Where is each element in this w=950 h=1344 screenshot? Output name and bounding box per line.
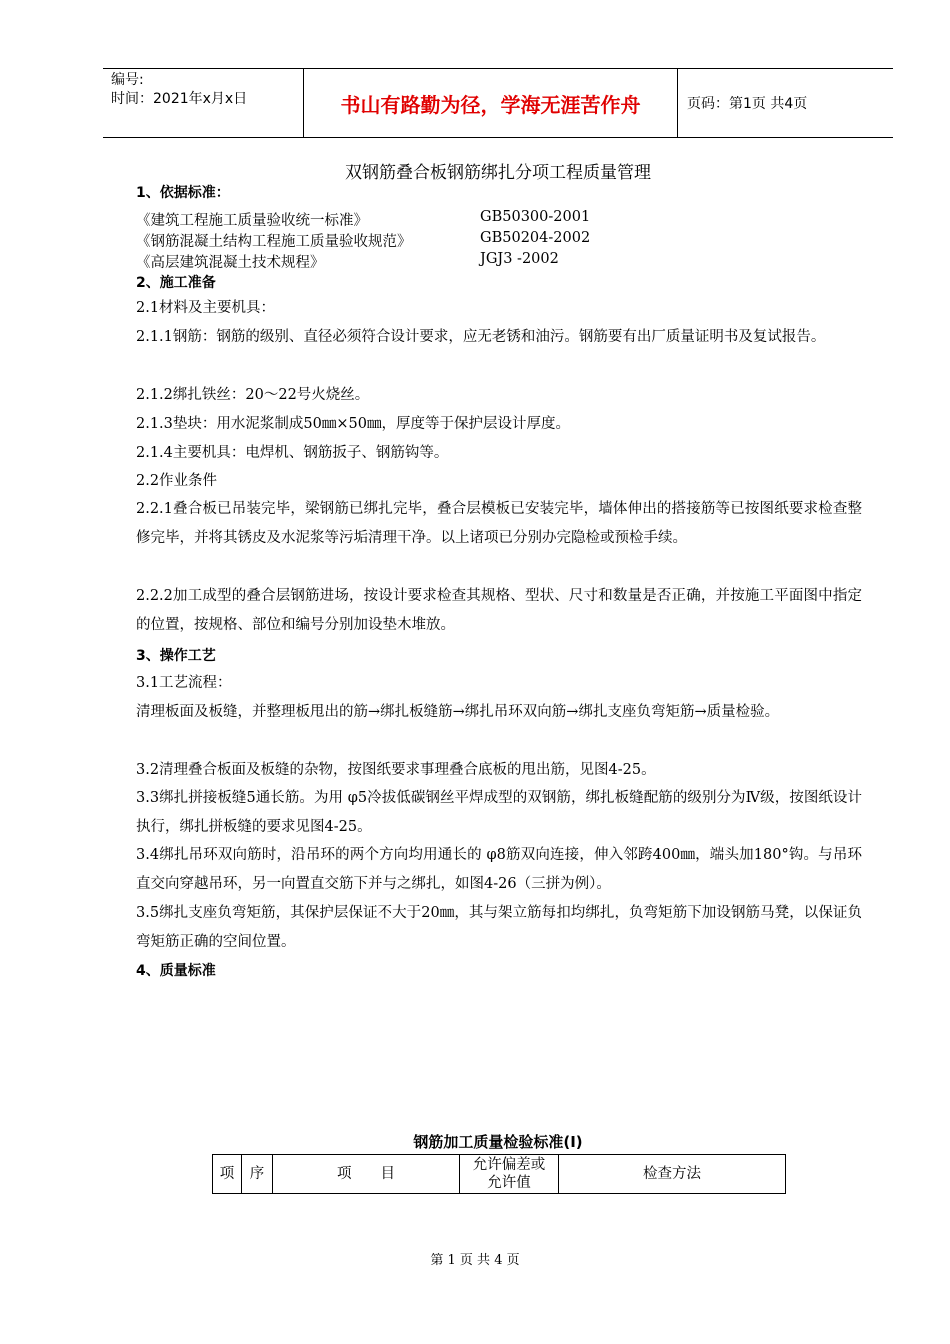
- section-heading-3: 3、操作工艺: [136, 648, 216, 664]
- paragraph: 2.1.1钢筋：钢筋的级别、直径必须符合设计要求，应无老锈和油污。钢筋要有出厂质量证明书及复试报告。: [136, 329, 826, 345]
- table-header-line: 允许值: [487, 1175, 531, 1191]
- section-heading-1: 1、依据标准：: [136, 185, 230, 201]
- paragraph: 3.4绑扎吊环双向筋时，沿吊环的两个方向均用通长的 φ8筋双向连接，伸入邻跨400㎜，端头加180°钩。与吊环直交向穿越吊环，另一向置直交筋下并与之绑扎，如图4-26（三拼为例）。: [136, 847, 862, 892]
- paragraph: 2.2.1叠合板已吊装完毕，梁钢筋已绑扎完毕，叠合层模板已安装完毕，墙体伸出的搭接筋等已按图纸要求检查整修完毕，并将其锈皮及水泥浆等污垢清理干净。以上诸项已分别办完隐检或预检手续。: [136, 501, 862, 546]
- standard-name: 《建筑工程施工质量验收统一标准》: [136, 213, 368, 229]
- table-header-cell: 检查方法: [559, 1155, 786, 1194]
- document-title: 双钢筋叠合板钢筋绑扎分项工程质量管理: [345, 163, 651, 183]
- paragraph: 2.1.3垫块：用水泥浆制成50㎜×50㎜，厚度等于保护层设计厚度。: [136, 416, 570, 432]
- table-header-cell: 项: [213, 1155, 242, 1194]
- page-header: [103, 68, 893, 138]
- paragraph: 2.2.2加工成型的叠合层钢筋进场，按设计要求检查其规格、型状、尺寸和数量是否正确，并按施工平面图中指定的位置，按规格、部位和编号分别加设垫木堆放。: [136, 588, 862, 633]
- section-heading-4: 4、质量标准: [136, 963, 216, 979]
- paragraph: 2.1.2绑扎铁丝：20～22号火烧丝。: [136, 387, 370, 403]
- page-footer: 第 1 页 共 4 页: [430, 1253, 520, 1268]
- paragraph: 3.5绑扎支座负弯矩筋，其保护层保证不大于20㎜，其与架立筋每扣均绑扎，负弯矩筋下加设钢筋马凳，以保证负弯矩筋正确的空间位置。: [136, 905, 862, 950]
- paragraph: 2.2作业条件: [136, 473, 218, 489]
- paragraph: 清理板面及板缝，并整理板甩出的筋→绑扎板缝筋→绑扎吊环双向筋→绑扎支座负弯矩筋→质量检验。: [136, 704, 780, 720]
- table-header-cell: [460, 1155, 559, 1194]
- paragraph: 2.1.4主要机具：电焊机、钢筋扳子、钢筋钩等。: [136, 445, 449, 461]
- header-divider: [677, 69, 678, 137]
- paragraph: 3.2清理叠合板面及板缝的杂物，按图纸要求事理叠合底板的甩出筋，见图4-25。: [136, 762, 656, 778]
- document-number-label: 编号:: [111, 72, 144, 88]
- table-header-line: 允许偏差或: [472, 1157, 546, 1173]
- standard-name: 《钢筋混凝土结构工程施工质量验收规范》: [136, 234, 412, 250]
- standard-code: JGJ3 -2002: [480, 251, 559, 267]
- document-time-label: 时间：2021年x月x日: [111, 91, 248, 107]
- quality-standard-table: [212, 1154, 786, 1194]
- header-motto: 书山有路勤为径，学海无涯苦作舟: [340, 92, 641, 117]
- table-header-cell: 项 目: [273, 1155, 460, 1194]
- standard-code: GB50300-2001: [480, 209, 591, 225]
- standard-name: 《高层建筑混凝土技术规程》: [136, 255, 325, 271]
- table-header-cell: 序: [242, 1155, 273, 1194]
- standard-code: GB50204-2002: [480, 230, 591, 246]
- paragraph: 3.3绑扎拼接板缝5通长筋。为用 φ5冷拔低碳钢丝平焊成型的双钢筋，绑扎板缝配筋的级别分为Ⅳ级，按图纸设计执行，绑扎拼板缝的要求见图4-25。: [136, 790, 862, 835]
- header-meta: [111, 71, 247, 109]
- section-heading-2: 2、施工准备: [136, 275, 216, 291]
- header-page-info: 页码：第1页 共4页: [687, 96, 808, 112]
- table-header-row: [213, 1155, 786, 1194]
- paragraph: 3.1工艺流程：: [136, 675, 232, 691]
- table-title: 钢筋加工质量检验标准(I): [413, 1133, 583, 1151]
- paragraph: 2.1材料及主要机具：: [136, 300, 276, 316]
